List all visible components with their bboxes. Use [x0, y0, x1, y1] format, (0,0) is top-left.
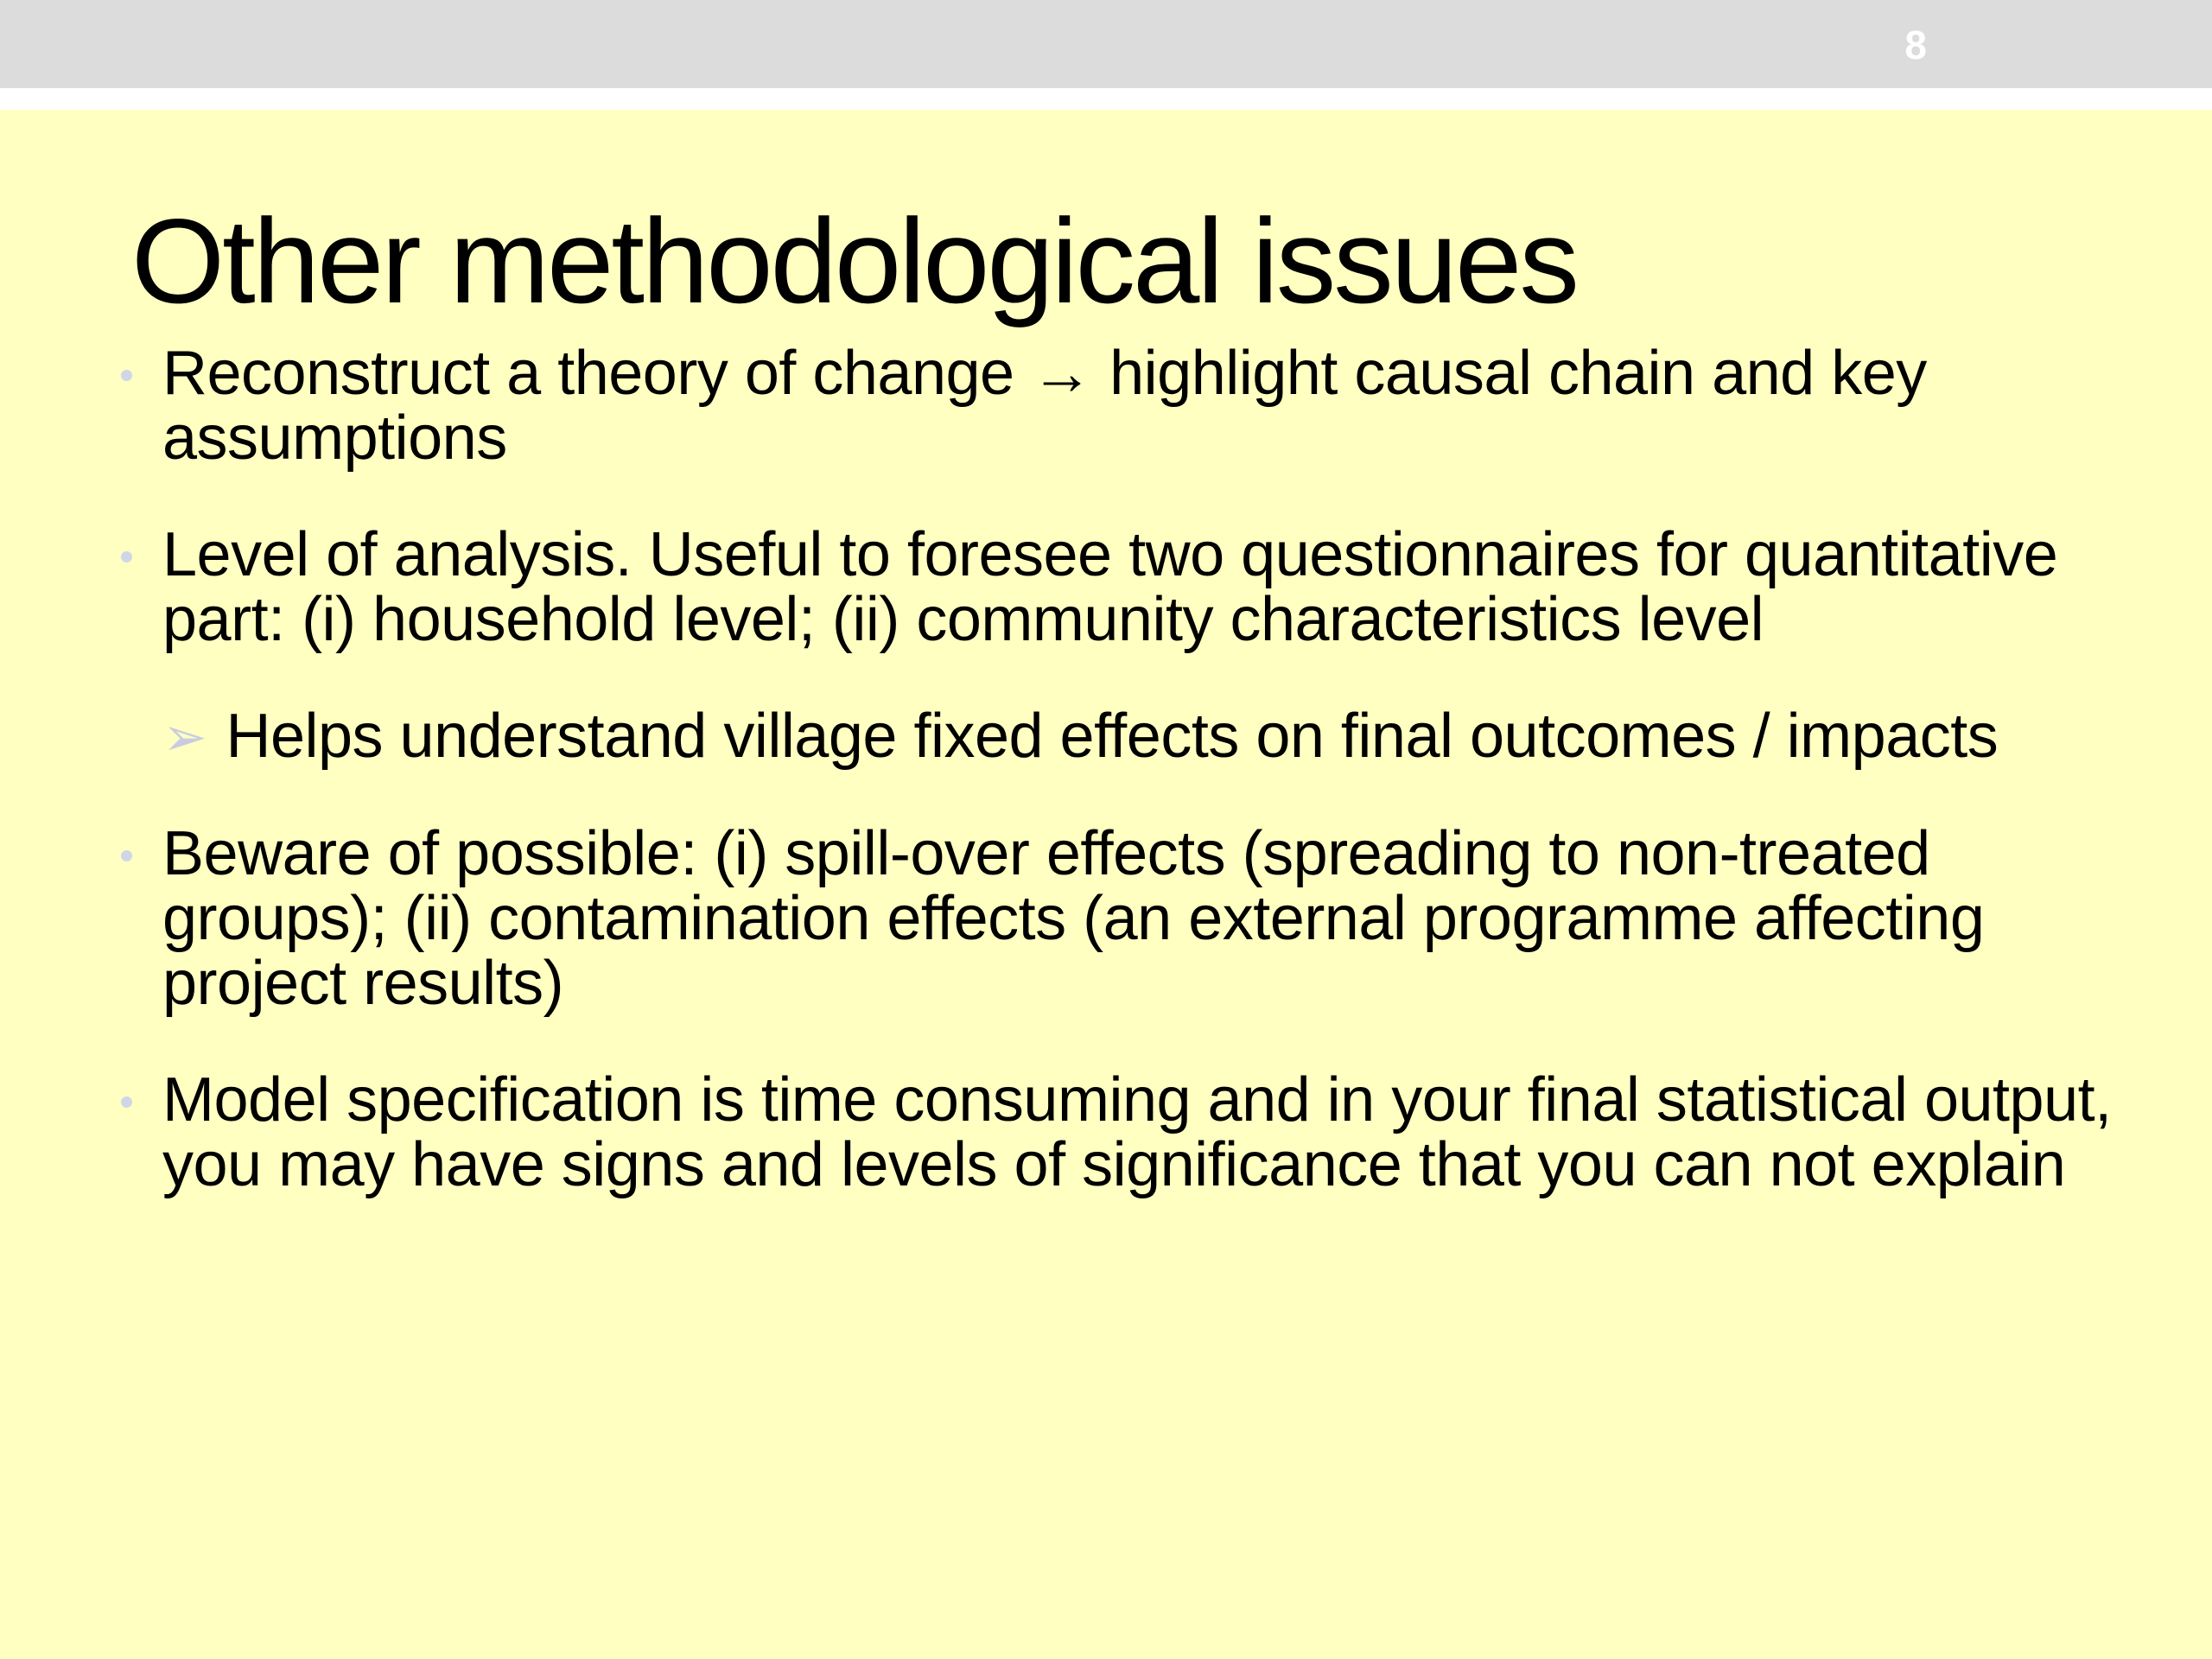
bullet-dot-icon: [121, 850, 132, 861]
slide-number: 8: [1904, 22, 1927, 67]
bullet-text: Helps understand village fixed effects on final outcomes / impacts: [226, 702, 1999, 771]
header-bar: [0, 0, 2212, 88]
bullet-text: Model specification is time consuming and in your final statistical output, you may have signs and levels of significance that you can not explain: [162, 1065, 2112, 1199]
bullet-spillover-effects: [162, 819, 2133, 1018]
bullet-text-part-1: Reconstruct a theory of change: [162, 339, 1014, 408]
bullet-model-specification: [162, 1065, 2133, 1199]
slide-content: [0, 110, 2212, 1659]
right-arrow-icon: →: [1031, 339, 1093, 408]
bullet-list: [162, 341, 2133, 1249]
header-divider: [0, 88, 2212, 110]
bullet-dot-icon: [121, 370, 132, 381]
slide-title: Other methodological issues: [131, 194, 1577, 328]
bullet-dot-icon: [121, 1096, 132, 1108]
bullet-text: Level of analysis. Useful to foresee two questionnaires for quantitative part: (i) household level; (ii) community characteristics level: [162, 520, 2058, 654]
bullet-theory-of-change: [162, 341, 2133, 471]
sub-bullet-village-fixed-effects: [162, 704, 2133, 770]
bullet-text: Beware of possible: (i) spill-over effects (spreading to non-treated groups); (ii) contamination effects (an external programme affecting project results): [162, 819, 1985, 1018]
bullet-text-part-2: highlight causal chain and key assumptions: [162, 339, 1927, 473]
arrowhead-bullet-icon: ➢: [162, 708, 207, 767]
bullet-dot-icon: [121, 551, 132, 563]
bullet-level-of-analysis: [162, 520, 2133, 654]
